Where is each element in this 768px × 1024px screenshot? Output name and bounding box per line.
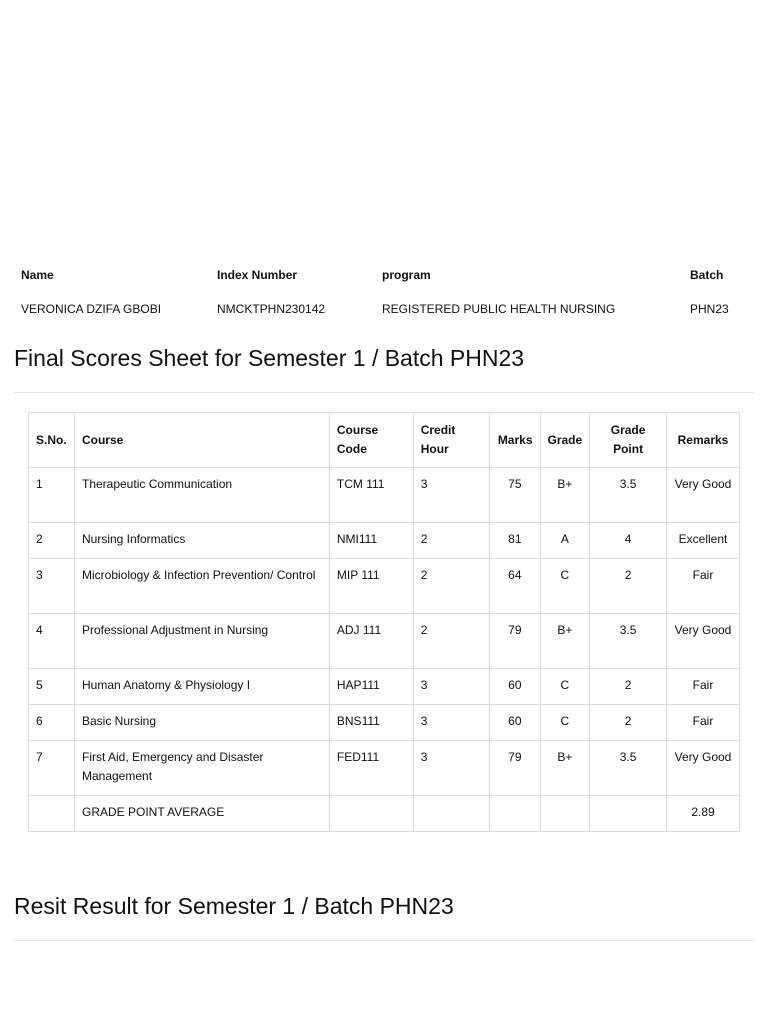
gpa-row (29, 796, 740, 832)
row-credit: 3 (413, 705, 489, 741)
row-grade-point: 3.5 (590, 614, 667, 669)
row-marks: 81 (489, 523, 540, 559)
batch-header: Batch (690, 268, 724, 282)
row-marks: 60 (489, 669, 540, 705)
sno-header: S.No. (29, 413, 75, 468)
remarks-header: Remarks (667, 413, 740, 468)
table-row (29, 559, 740, 614)
marks-header: Marks (489, 413, 540, 468)
grade-header: Grade (540, 413, 590, 468)
student-info-row (14, 292, 754, 326)
gpa-empty-cell (413, 796, 489, 832)
index-number-header: Index Number (217, 268, 298, 282)
student-name: VERONICA DZIFA GBOBI (21, 302, 162, 316)
row-credit: 3 (413, 741, 489, 796)
row-code: MIP 111 (329, 559, 413, 614)
program-header: program (382, 268, 431, 282)
row-grade: B+ (540, 468, 590, 523)
row-credit: 2 (413, 614, 489, 669)
resit-result-title: Resit Result for Semester 1 / Batch PHN23 (14, 893, 454, 919)
row-remarks: Fair (667, 559, 740, 614)
gpa-label: GRADE POINT AVERAGE (74, 796, 329, 832)
row-course: Nursing Informatics (74, 523, 329, 559)
batch-value: PHN23 (690, 302, 729, 316)
student-info-header-row (14, 258, 754, 292)
row-grade-point: 3.5 (590, 468, 667, 523)
row-sno: 3 (29, 559, 75, 614)
grade-point-header: Grade Point (590, 413, 667, 468)
row-code: TCM 111 (329, 468, 413, 523)
row-grade: A (540, 523, 590, 559)
divider (14, 392, 754, 393)
index-number: NMCKTPHN230142 (217, 302, 326, 316)
row-remarks: Very Good (667, 741, 740, 796)
row-marks: 79 (489, 741, 540, 796)
row-course: Microbiology & Infection Prevention/ Control (74, 559, 329, 614)
scores-header-row (29, 413, 740, 468)
row-marks: 75 (489, 468, 540, 523)
row-course: Human Anatomy & Physiology I (74, 669, 329, 705)
row-marks: 64 (489, 559, 540, 614)
row-credit: 2 (413, 559, 489, 614)
row-course: Professional Adjustment in Nursing (74, 614, 329, 669)
gpa-empty-cell (540, 796, 590, 832)
course-header: Course (74, 413, 329, 468)
row-marks: 60 (489, 705, 540, 741)
row-code: FED111 (329, 741, 413, 796)
row-sno: 1 (29, 468, 75, 523)
row-code: NMI111 (329, 523, 413, 559)
final-scores-title: Final Scores Sheet for Semester 1 / Batch PHN23 (14, 345, 525, 371)
row-code: BNS111 (329, 705, 413, 741)
row-sno: 2 (29, 523, 75, 559)
row-remarks: Fair (667, 669, 740, 705)
credit-hour-header: Credit Hour (413, 413, 489, 468)
row-remarks: Very Good (667, 614, 740, 669)
row-remarks: Fair (667, 705, 740, 741)
row-grade: B+ (540, 741, 590, 796)
row-sno: 7 (29, 741, 75, 796)
row-sno: 4 (29, 614, 75, 669)
gpa-empty-cell (489, 796, 540, 832)
row-sno: 5 (29, 669, 75, 705)
row-course: First Aid, Emergency and Disaster Management (74, 741, 329, 796)
row-grade-point: 3.5 (590, 741, 667, 796)
student-info-table (14, 258, 754, 326)
row-course: Basic Nursing (74, 705, 329, 741)
table-row (29, 523, 740, 559)
row-grade: C (540, 669, 590, 705)
row-remarks: Very Good (667, 468, 740, 523)
table-row (29, 468, 740, 523)
scores-table (28, 412, 740, 832)
row-credit: 3 (413, 468, 489, 523)
row-remarks: Excellent (667, 523, 740, 559)
table-row (29, 614, 740, 669)
row-code: HAP111 (329, 669, 413, 705)
row-course: Therapeutic Communication (74, 468, 329, 523)
row-grade: C (540, 559, 590, 614)
name-header: Name (21, 268, 54, 282)
row-marks: 79 (489, 614, 540, 669)
row-grade-point: 4 (590, 523, 667, 559)
row-grade-point: 2 (590, 669, 667, 705)
table-row (29, 741, 740, 796)
gpa-empty-cell (590, 796, 667, 832)
row-grade: B+ (540, 614, 590, 669)
program-name: REGISTERED PUBLIC HEALTH NURSING (382, 302, 616, 316)
divider (14, 940, 754, 941)
row-grade-point: 2 (590, 705, 667, 741)
row-credit: 3 (413, 669, 489, 705)
gpa-empty-cell (329, 796, 413, 832)
table-row (29, 705, 740, 741)
row-sno: 6 (29, 705, 75, 741)
table-row (29, 669, 740, 705)
course-code-header: Course Code (329, 413, 413, 468)
row-credit: 2 (413, 523, 489, 559)
row-code: ADJ 111 (329, 614, 413, 669)
row-grade: C (540, 705, 590, 741)
gpa-empty-cell (29, 796, 75, 832)
row-grade-point: 2 (590, 559, 667, 614)
gpa-value: 2.89 (667, 796, 740, 832)
